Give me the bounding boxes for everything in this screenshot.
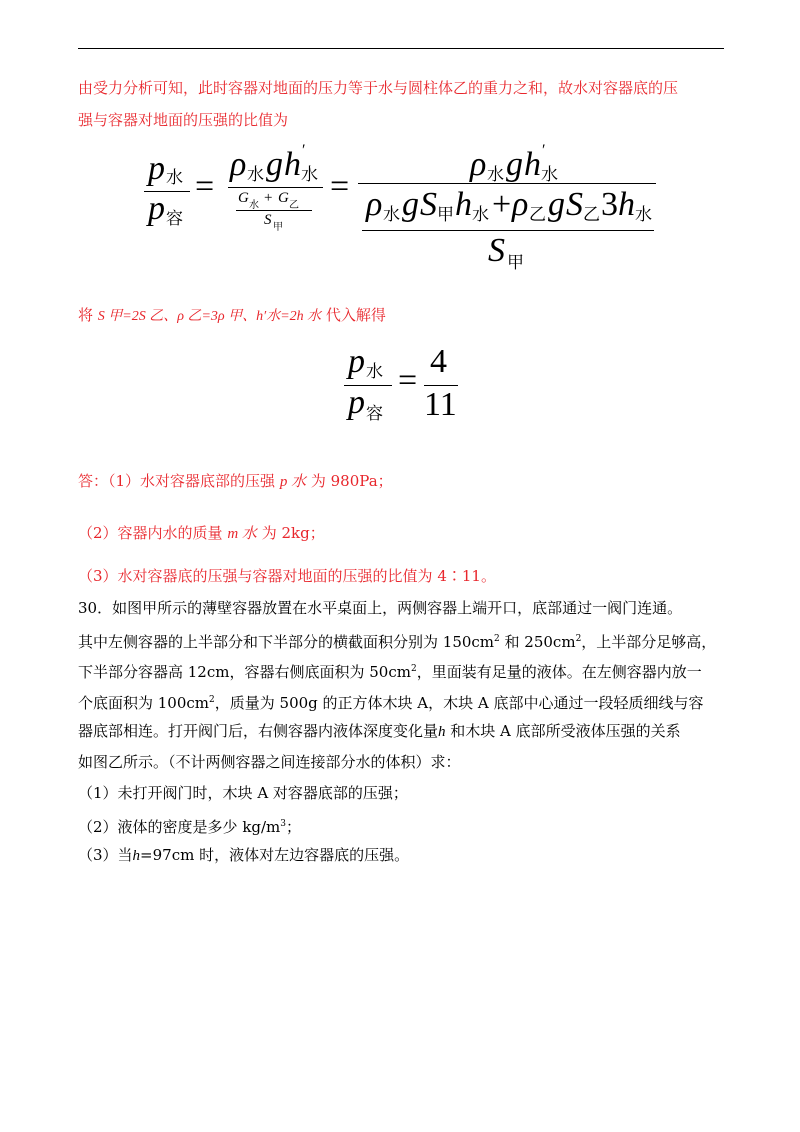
formula-S-d2: S (566, 186, 583, 223)
q30-sub-2-a: （2）液体的密度是多少 kg/m (78, 818, 281, 836)
formula-S-d1: S (420, 186, 437, 223)
formula-sub-yi-d2: 乙 (529, 205, 546, 225)
formula-p-den: p (148, 190, 165, 227)
substitution-values: S 甲=2S 乙、ρ 乙=3ρ 甲、h′水=2h 水 (97, 309, 322, 324)
formula-sub-shui-d2: 水 (472, 205, 489, 225)
answer-1 (78, 469, 393, 494)
answer-2-prefix: （2）容器内水的质量 (78, 524, 223, 542)
q30-line-4-a: 个底面积为 100cm (78, 694, 210, 712)
q30-line-6: 如图乙所示。（不计两侧容器之间连接部分水的体积）求： (78, 753, 461, 771)
formula2-sub-shui: 水 (366, 362, 383, 382)
formula-p-num: p (148, 150, 165, 187)
formula-sub-yi-d3: 乙 (583, 205, 600, 225)
formula-sub-shui-3: 水 (301, 165, 318, 185)
formula-rho: ρ (230, 146, 247, 183)
answer-2-suffix: 为 2kg； (261, 524, 325, 542)
formula-g-d2: g (548, 186, 565, 223)
answer-1-suffix: 为 980Pa； (310, 472, 393, 490)
formula-g-d1: g (402, 186, 419, 223)
answer-1-var: p 水 (279, 474, 307, 490)
formula-sub-shui-d1: 水 (383, 205, 400, 225)
formula2-sub-rong: 容 (366, 404, 383, 424)
q30-line-1: 30．如图甲所示的薄壁容器放置在水平桌面上，两侧容器上端开口，底部通过一阀门连通。 (78, 599, 683, 617)
formula-bar-2 (228, 187, 323, 188)
formula2-eq: = (398, 362, 418, 399)
header-rule (78, 48, 724, 49)
formula-plus-small: + (264, 190, 273, 206)
q30-sub-3-b: =97cm 时，液体对左边容器底的压强。 (140, 846, 410, 864)
q30-sub-3-h: h (132, 848, 141, 864)
formula-three: 3 (601, 186, 618, 223)
q30-sup-5: 3 (280, 819, 287, 829)
formula-h: h (284, 146, 301, 183)
formula-S-d3: S (488, 232, 505, 269)
formula-S-small: S (264, 212, 272, 228)
formula-sub-rong: 容 (166, 209, 183, 229)
answer-2-var: m 水 (227, 526, 257, 542)
formula-sub-shui-g: 水 (249, 200, 259, 211)
intro-line-1: 由受力分析可知，此时容器对地面的压力等于水与圆柱体乙的重力之和，故水对容器底的压 (78, 79, 679, 97)
formula2-den: 11 (424, 386, 457, 423)
formula-sub-shui-2: 水 (247, 165, 264, 185)
substitution-prefix: 将 (78, 306, 94, 324)
q30-line-3-b: ，里面装有足量的液体。在左侧容器内放一 (416, 663, 702, 681)
intro-line-2: 强与容器对地面的压强的比值为 (78, 111, 289, 129)
formula2-p-num: p (348, 343, 365, 380)
formula-eq-2: = (330, 168, 350, 205)
formula-G2: G (278, 190, 289, 206)
q30-sub-2 (78, 812, 301, 839)
formula-G1: G (238, 190, 249, 206)
q30-line-2-c: ，上半部分足够高， (581, 633, 717, 651)
formula-rho-d2: ρ (512, 186, 529, 223)
answer-2 (78, 521, 325, 546)
formula-eq-1: = (195, 168, 215, 205)
formula-g-n: g (506, 146, 523, 183)
q30-line-5-a: 器底部相连。打开阀门后，右侧容器内液体深度变化量 (78, 722, 439, 740)
formula-sub-jia-d1: 甲 (437, 205, 454, 225)
q30-sub-3 (78, 843, 409, 868)
formula-sub-jia-d3: 甲 (507, 253, 524, 273)
formula-prime: ′ (302, 142, 306, 159)
formula-plus: + (492, 186, 512, 223)
formula-sub-yi-g: 乙 (289, 200, 299, 211)
q30-line-4 (78, 688, 704, 715)
q30-line-5 (78, 719, 681, 744)
q30-sup-4: 2 (209, 695, 215, 705)
q30-line-4-b: ，质量为 500g 的正方体木块 A，木块 A 底部中心通过一段轻质细线与容 (214, 694, 704, 712)
q30-sub-1: （1）未打开阀门时，木块 A 对容器底部的压强； (78, 784, 408, 802)
answer-3: （3）水对容器底的压强与容器对地面的压强的比值为 4∶11。 (78, 567, 496, 585)
substitution-suffix: 代入解得 (325, 306, 386, 324)
formula-rho-d1: ρ (366, 186, 383, 223)
formula-sub-jia-s: 甲 (273, 222, 283, 233)
q30-line-5-b: 和木块 A 底部所受液体压强的关系 (445, 722, 681, 740)
formula-bar-4 (358, 183, 656, 184)
q30-line-3-a: 下半部分容器高 12cm，容器右侧底面积为 50cm (78, 663, 411, 681)
q30-line-3 (78, 657, 702, 684)
formula-sub-shui-n2: 水 (541, 165, 558, 185)
formula-sub-shui-n: 水 (487, 165, 504, 185)
formula-h-n: h (524, 146, 541, 183)
formula-rho-n: ρ (470, 146, 487, 183)
formula-bar-5 (362, 230, 654, 231)
substitution-line (78, 303, 386, 329)
q30-var-h: h (438, 724, 446, 740)
formula-prime-n: ′ (542, 142, 546, 159)
formula-h-d3: h (618, 186, 635, 223)
answer-1-prefix: 答：（1）水对容器底部的压强 (78, 472, 276, 490)
q30-sup-2: 2 (575, 634, 582, 644)
q30-line-2-b: 和 250cm (499, 633, 576, 651)
formula2-num: 4 (430, 343, 447, 380)
formula-bar-3 (236, 210, 312, 211)
q30-sub-3-a: （3）当 (78, 846, 133, 864)
formula-g: g (266, 146, 283, 183)
q30-line-2 (78, 627, 716, 654)
formula-sub-shui-d3: 水 (635, 205, 652, 225)
formula-sub-shui: 水 (166, 168, 183, 188)
q30-sup-1: 2 (494, 634, 500, 644)
q30-line-2-a: 其中左侧容器的上半部分和下半部分的横截面积分别为 150cm (78, 633, 495, 651)
formula2-p-den: p (348, 384, 365, 421)
q30-sup-3: 2 (410, 664, 417, 674)
q30-sub-2-b: ； (286, 818, 302, 836)
formula-h-d1: h (455, 186, 472, 223)
